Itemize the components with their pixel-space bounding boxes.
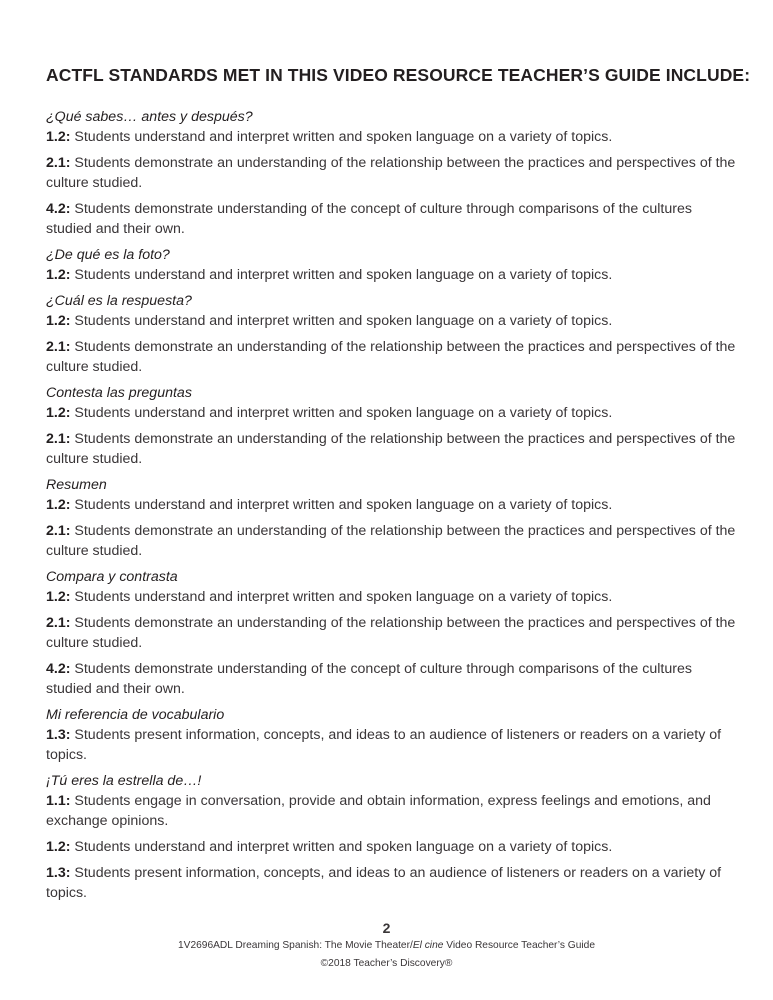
standard-text: Students demonstrate an understanding of the relationship between the practices and perspectives of the culture studied. (46, 155, 736, 191)
standard-item (46, 153, 736, 193)
standard-code: 4.2: (46, 661, 71, 677)
standard-text: Students understand and interpret written and spoken language on a variety of topics. (70, 405, 613, 421)
standard-item (46, 587, 736, 607)
standard-item (46, 863, 736, 903)
standard-item (46, 791, 736, 831)
standard-code: 2.1: (46, 155, 71, 171)
standard-code: 1.2: (46, 267, 71, 283)
standard-item (46, 265, 736, 285)
standard-code: 2.1: (46, 523, 71, 539)
standard-text: Students understand and interpret written and spoken language on a variety of topics. (70, 497, 613, 513)
section-heading: ¿Cuál es la respuesta? (46, 293, 192, 309)
standard-text: Students demonstrate understanding of the concept of culture through comparisons of the cultures studied and their own. (46, 661, 692, 697)
standard-text: Students understand and interpret written and spoken language on a variety of topics. (70, 267, 613, 283)
standard-item (46, 337, 736, 377)
section-heading: Contesta las preguntas (46, 385, 192, 401)
standard-text: Students understand and interpret written and spoken language on a variety of topics. (70, 129, 613, 145)
standard-text: Students demonstrate an understanding of the relationship between the practices and perspectives of the culture studied. (46, 615, 736, 651)
standard-text: Students demonstrate an understanding of the relationship between the practices and perspectives of the culture studied. (46, 431, 736, 467)
standard-text: Students present information, concepts, and ideas to an audience of listeners or readers on a variety of topics. (46, 865, 722, 901)
section-de-que-es-la-foto (46, 245, 736, 285)
standard-code: 1.2: (46, 313, 71, 329)
standard-text: Students present information, concepts, and ideas to an audience of listeners or readers on a variety of topics. (46, 727, 722, 763)
section-heading: ¿De qué es la foto? (46, 247, 170, 263)
standard-code: 2.1: (46, 431, 71, 447)
standard-text: Students demonstrate an understanding of the relationship between the practices and perspectives of the culture studied. (46, 523, 736, 559)
page-title: ACTFL STANDARDS MET IN THIS VIDEO RESOURCE TEACHER’S GUIDE INCLUDE: (46, 65, 751, 85)
standard-text: Students understand and interpret written and spoken language on a variety of topics. (70, 839, 613, 855)
standard-text: Students demonstrate understanding of the concept of culture through comparisons of the cultures studied and their own. (46, 201, 692, 237)
standard-text: Students engage in conversation, provide and obtain information, express feelings and emotions, and exchange opinions. (46, 793, 711, 829)
guide-footer-prefix: 1V2696ADL Dreaming Spanish: The Movie Theater/ (178, 940, 413, 951)
standard-item (46, 199, 736, 239)
section-compara-y-contrasta (46, 567, 736, 699)
standard-item (46, 495, 736, 515)
section-heading: ¡Tú eres la estrella de…! (46, 773, 202, 789)
standard-item (46, 837, 736, 857)
section-cual-es-la-respuesta (46, 291, 736, 377)
section-mi-referencia-de-vocabulario (46, 705, 736, 765)
standard-code: 4.2: (46, 201, 71, 217)
section-heading: Resumen (46, 477, 107, 493)
standard-item (46, 613, 736, 653)
section-heading: ¿Qué sabes… antes y después? (46, 109, 253, 125)
standard-item (46, 521, 736, 561)
standard-item (46, 311, 736, 331)
copyright: ©2018 Teacher’s Discovery® (320, 958, 453, 969)
page-number: 2 (382, 920, 391, 936)
guide-footer-italic: El cine (412, 940, 444, 951)
standard-code: 1.2: (46, 497, 71, 513)
section-contesta-las-preguntas (46, 383, 736, 469)
standard-code: 2.1: (46, 615, 71, 631)
standard-item (46, 429, 736, 469)
guide-footer (0, 939, 773, 953)
standard-code: 1.2: (46, 589, 71, 605)
standard-code: 1.2: (46, 405, 71, 421)
standard-text: Students understand and interpret written and spoken language on a variety of topics. (70, 589, 613, 605)
section-que-sabes (46, 107, 736, 239)
standard-item (46, 403, 736, 423)
section-heading: Compara y contrasta (46, 569, 178, 585)
standard-code: 1.2: (46, 129, 71, 145)
standard-code: 1.3: (46, 865, 71, 881)
section-resumen (46, 475, 736, 561)
standard-text: Students demonstrate an understanding of the relationship between the practices and perspectives of the culture studied. (46, 339, 736, 375)
section-tu-eres-la-estrella (46, 771, 736, 903)
standards-list (46, 107, 736, 909)
standard-code: 1.1: (46, 793, 71, 809)
standard-code: 1.3: (46, 727, 71, 743)
standard-item (46, 725, 736, 765)
standard-item (46, 127, 736, 147)
standard-text: Students understand and interpret written and spoken language on a variety of topics. (70, 313, 613, 329)
standard-code: 1.2: (46, 839, 71, 855)
section-heading: Mi referencia de vocabulario (46, 707, 225, 723)
guide-footer-suffix: Video Resource Teacher’s Guide (443, 940, 595, 951)
standard-code: 2.1: (46, 339, 71, 355)
standard-item (46, 659, 736, 699)
